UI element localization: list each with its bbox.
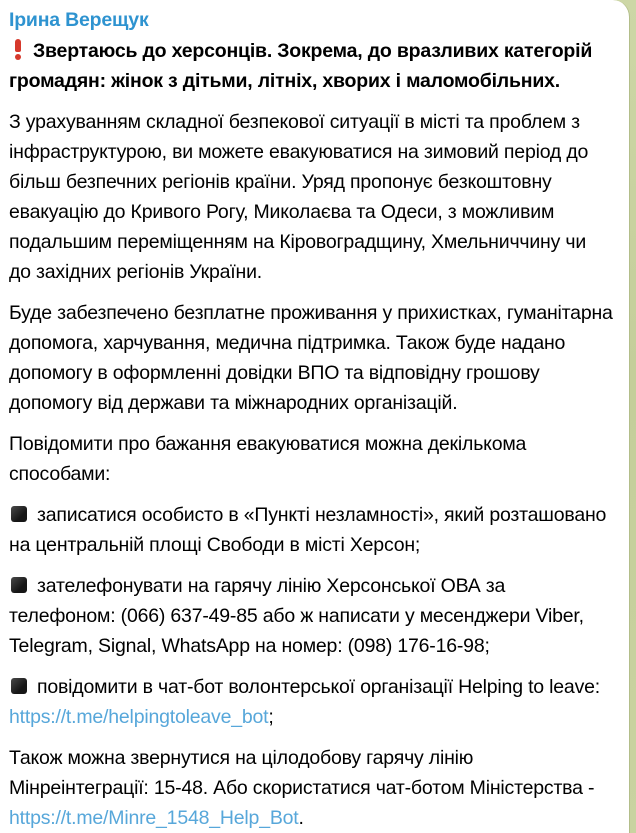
bullet-text: зателефонувати на гарячу лінію Херсонської ОВА за телефоном: (066) 637-49-85 або ж написати у месенджери Viber, Telegram, Signal, WhatsApp на номер: (098) 176-16-98;	[9, 575, 584, 657]
footer-text-before-link: Також можна звернутися на цілодобову гарячу лінію Мінреінтеграції: 15-48. Або скористатися чат-ботом Міністерства -	[9, 747, 595, 799]
sender-name[interactable]: Ірина Верещук	[9, 9, 149, 31]
bullet-item-signup-in-person	[9, 500, 613, 560]
paragraph-ways-intro: Повідомити про бажання евакуюватися можна декількома способами:	[9, 433, 527, 485]
black-square-bullet-icon	[11, 577, 27, 593]
link-helpingtoleave-bot[interactable]: https://t.me/helpingtoleave_bot	[9, 706, 269, 728]
paragraph-support-info: Буде забезпечено безплатне проживання у прихистках, гуманітарна допомога, харчування, медична підтримка. Також буде надано допомогу в оформленні довідки ВПО та відповідну грошову допомогу від держави та міжнародних організацій.	[9, 302, 613, 414]
message-intro	[9, 36, 613, 96]
black-square-bullet-icon	[11, 678, 27, 694]
footer-paragraph	[9, 743, 613, 833]
red-exclamation-icon	[11, 39, 25, 60]
intro-text: Звертаюсь до херсонців. Зокрема, до вразливих категорій громадян: жінок з дітьми, літніх, хворих і маломобільних.	[9, 40, 593, 92]
bullet-item-hotline-phone	[9, 571, 613, 661]
bullet-text-after-link: ;	[268, 706, 274, 728]
footer-text-after-link: .	[298, 807, 304, 829]
bullet-text: записатися особисто в «Пункті незламності», який розташовано на центральній площі Свободи в місті Херсон;	[9, 504, 607, 556]
bullet-item-volunteer-chatbot	[9, 672, 613, 732]
link-minre-help-bot[interactable]: https://t.me/Minre_1548_Help_Bot	[9, 807, 299, 829]
bullet-text-before-link: повідомити в чат-бот волонтерської організації Helping to leave:	[37, 676, 600, 698]
paragraph-evacuation-info: З урахуванням складної безпекової ситуації в місті та проблем з інфраструктурою, ви можете евакуюватися на зимовий період до більш безпечних регіонів країни. Уряд пропонує безкоштовну евакуацію до Кривого Рогу, Миколаєва та Одеси, з можливим подальшим переміщенням на Кіровоградщину, Хмельниччину чи до західних регіонів України.	[9, 111, 589, 283]
black-square-bullet-icon	[11, 506, 27, 522]
